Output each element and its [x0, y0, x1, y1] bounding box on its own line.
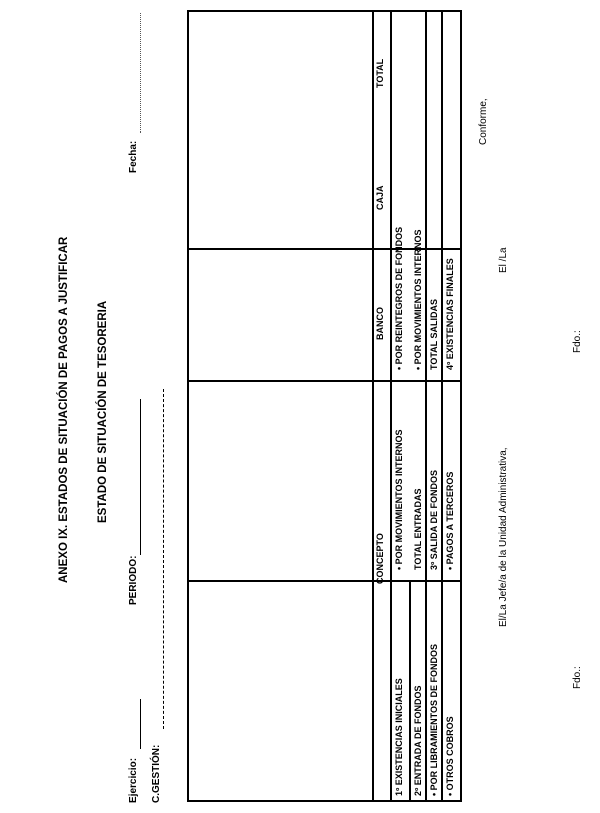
row-libramientos: • POR LIBRAMIENTOS DE FONDOS	[429, 644, 439, 796]
header-total: TOTAL	[375, 58, 385, 88]
document-subtitle: ESTADO DE SITUACIÓN DE TESORERIA	[97, 300, 109, 523]
row-divider	[409, 582, 411, 800]
row-salida-fondos: 3º SALIDA DE FONDOS	[429, 470, 439, 570]
row-divider	[390, 12, 392, 800]
row-existencias-iniciales: 1º EXISTENCIAS INICIALES	[394, 678, 404, 796]
periodo-label: PERIODO:	[128, 555, 139, 605]
column-divider	[189, 380, 460, 382]
periodo-field[interactable]	[140, 399, 141, 555]
row-movimientos-internos-salida: • POR MOVIMIENTOS INTERNOS	[413, 229, 423, 370]
cgestion-label: C.GESTIÓN:	[151, 744, 162, 803]
row-reintegros: • POR REINTEGROS DE FONDOS	[394, 226, 404, 370]
ejercicio-label: Ejercicio:	[128, 757, 139, 803]
fdo-right[interactable]: Fdo.:	[572, 330, 583, 353]
document-title: ANEXO IX. ESTADOS DE SITUACIÓN DE PAGOS A JUSTIFICAR	[58, 236, 70, 583]
conforme-text: Conforme,	[478, 98, 489, 145]
row-entrada-fondos: 2º ENTRADA DE FONDOS	[413, 685, 423, 796]
row-otros-cobros: • OTROS COBROS	[445, 716, 455, 796]
treasury-table	[187, 10, 462, 802]
row-total-salidas: TOTAL SALIDAS	[429, 298, 439, 370]
cgestion-field[interactable]	[163, 389, 164, 729]
fdo-left[interactable]: Fdo.:	[572, 666, 583, 689]
row-divider	[441, 12, 443, 800]
header-concepto: CONCEPTO	[375, 533, 385, 584]
ejercicio-field[interactable]	[140, 699, 141, 749]
column-divider	[189, 580, 460, 582]
header-caja: CAJA	[375, 185, 385, 210]
row-pagos-terceros: • PAGOS A TERCEROS	[445, 471, 455, 570]
row-existencias-finales: 4º EXISTENCIAS FINALES	[445, 258, 455, 370]
header-banco: BANCO	[375, 307, 385, 340]
row-total-entradas: TOTAL ENTRADAS	[413, 488, 423, 570]
fecha-field[interactable]	[140, 13, 141, 133]
el-la-signature-label: El /La	[498, 247, 509, 273]
jefe-signature-label: El/La Jefe/a de la Unidad Administrativa,	[498, 447, 509, 627]
row-movimientos-internos-entrada: • POR MOVIMIENTOS INTERNOS	[394, 429, 404, 570]
row-divider	[372, 12, 374, 800]
row-divider	[425, 12, 427, 800]
fecha-label: Fecha:	[128, 140, 139, 173]
